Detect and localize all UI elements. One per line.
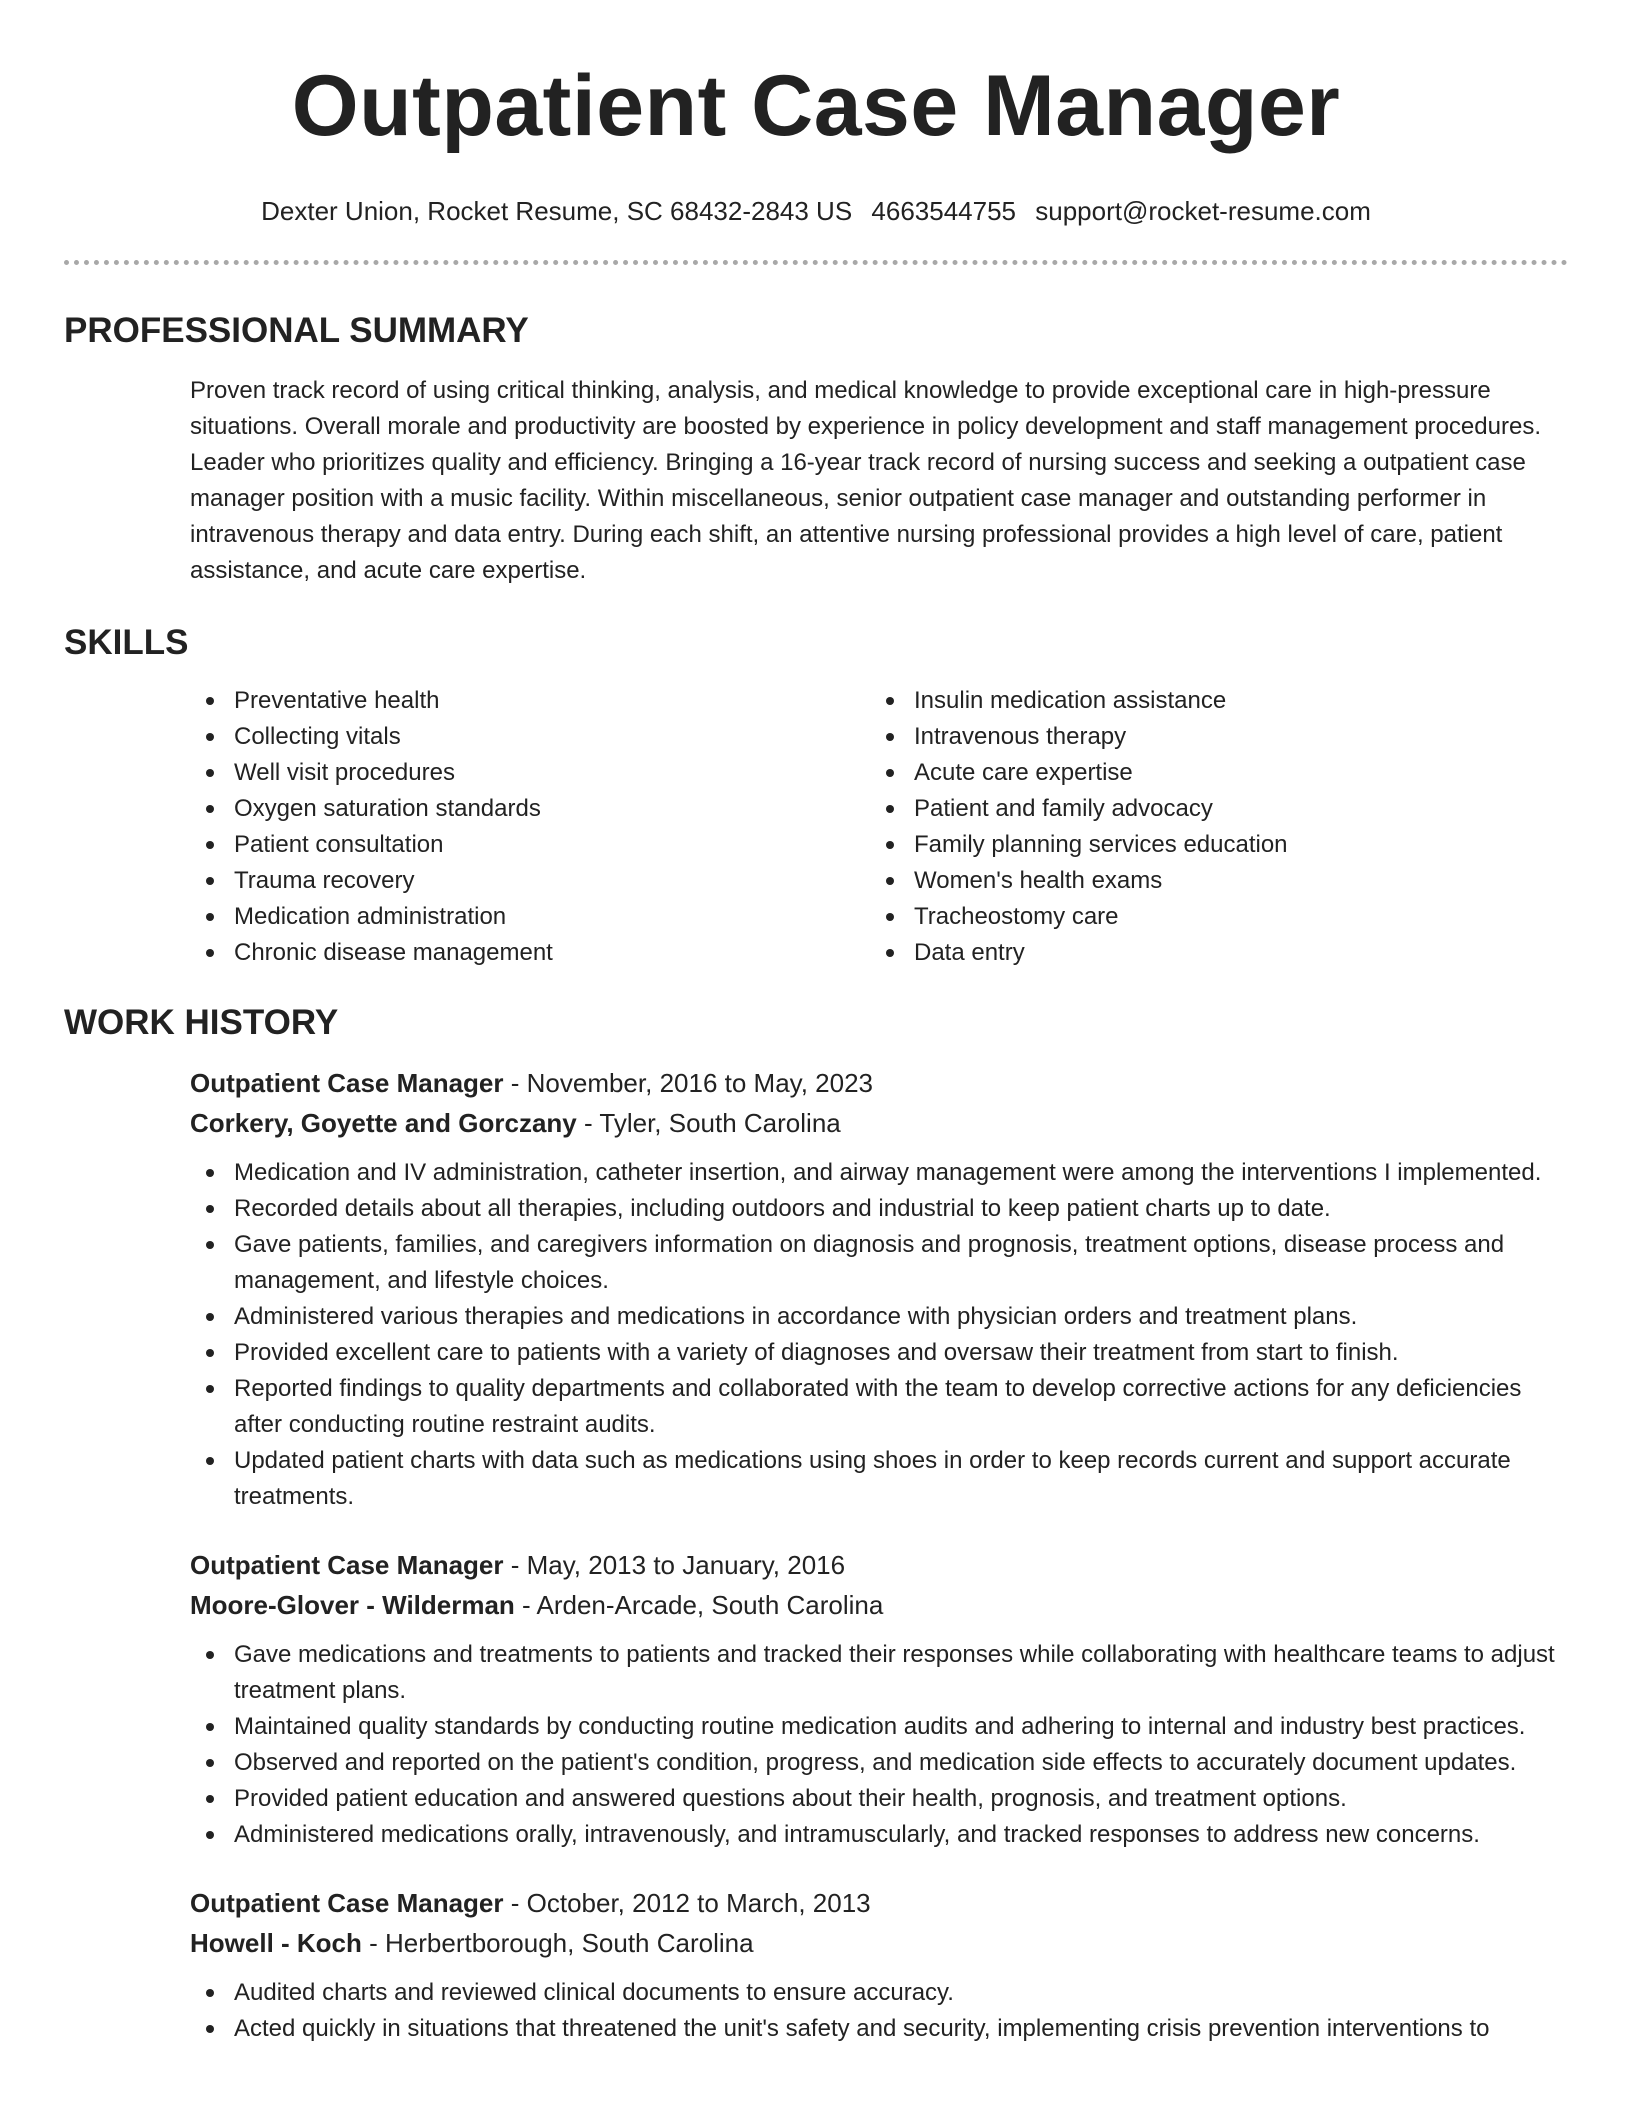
skills-column-left xyxy=(190,683,870,971)
job-duty: Audited charts and reviewed clinical documents to ensure accuracy. xyxy=(190,1975,1568,2011)
job-duty: Observed and reported on the patient's condition, progress, and medication side effects to accurately document updates. xyxy=(190,1745,1568,1781)
skill-item: Preventative health xyxy=(190,683,870,719)
skill-item: Tracheostomy care xyxy=(870,899,1550,935)
job-duty: Reported findings to quality departments and collaborated with the team to develop corrective actions for any deficiencies after conducting routine restraint audits. xyxy=(190,1371,1568,1443)
job-duty: Recorded details about all therapies, including outdoors and industrial to keep patient charts up to date. xyxy=(190,1191,1568,1227)
job-title-line xyxy=(190,1063,1568,1103)
job-title-line xyxy=(190,1883,1568,1923)
job-duty: Provided patient education and answered questions about their health, prognosis, and treatment options. xyxy=(190,1781,1568,1817)
skill-item: Intravenous therapy xyxy=(870,719,1550,755)
job-dates: - May, 2013 to January, 2016 xyxy=(503,1550,846,1580)
contact-email: support@rocket-resume.com xyxy=(1035,196,1371,226)
skill-item: Well visit procedures xyxy=(190,755,870,791)
job-company-line xyxy=(190,1585,1568,1625)
skills-list xyxy=(64,683,1568,971)
resume-title: Outpatient Case Manager xyxy=(291,58,1341,154)
job-company: Moore-Glover - Wilderman xyxy=(190,1590,515,1620)
contact-line xyxy=(64,194,1568,228)
skill-item: Medication administration xyxy=(190,899,870,935)
skill-item: Insulin medication assistance xyxy=(870,683,1550,719)
skill-item: Trauma recovery xyxy=(190,863,870,899)
job-entry xyxy=(64,1545,1568,1853)
job-duties xyxy=(190,1975,1568,2047)
job-duties xyxy=(190,1637,1568,1853)
job-duty: Maintained quality standards by conducting routine medication audits and adhering to internal and industry best practices. xyxy=(190,1709,1568,1745)
job-duty: Gave medications and treatments to patients and tracked their responses while collaborating with healthcare teams to adjust treatment plans. xyxy=(190,1637,1568,1709)
job-location: - Tyler, South Carolina xyxy=(576,1108,841,1138)
skills-column-right xyxy=(870,683,1550,971)
job-duty: Acted quickly in situations that threatened the unit's safety and security, implementing crisis prevention interventions to xyxy=(190,2011,1568,2047)
skill-item: Women's health exams xyxy=(870,863,1550,899)
job-dates: - November, 2016 to May, 2023 xyxy=(503,1068,874,1098)
job-entry xyxy=(64,1883,1568,2047)
contact-address: Dexter Union, Rocket Resume, SC 68432-2843 US xyxy=(261,196,853,226)
job-dates: - October, 2012 to March, 2013 xyxy=(503,1888,871,1918)
job-duty: Updated patient charts with data such as medications using shoes in order to keep records current and support accurate treatments. xyxy=(190,1443,1568,1515)
job-duty: Provided excellent care to patients with a variety of diagnoses and oversaw their treatment from start to finish. xyxy=(190,1335,1568,1371)
job-title: Outpatient Case Manager xyxy=(190,1888,504,1918)
job-company-line xyxy=(190,1103,1568,1143)
skill-item: Family planning services education xyxy=(870,827,1550,863)
job-location: - Arden-Arcade, South Carolina xyxy=(514,1590,884,1620)
summary-text: Proven track record of using critical thinking, analysis, and medical knowledge to provide exceptional care in high-pressure situations. Overall morale and productivity are boosted by experience in policy development and staff management procedures. Leader who prioritizes quality and efficiency. Bringing a 16-year track record of nursing success and seeking a outpatient case manager position with a music facility. Within miscellaneous, senior outpatient case manager and outstanding performer in intravenous therapy and data entry. During each shift, an attentive nursing professional provides a high level of care, patient assistance, and acute care expertise. xyxy=(190,377,1541,584)
contact-phone: 4663544755 xyxy=(871,196,1017,226)
header-divider xyxy=(64,260,1568,265)
skill-item: Data entry xyxy=(870,935,1550,971)
job-entry xyxy=(64,1063,1568,1515)
job-company: Howell - Koch xyxy=(190,1928,362,1958)
work-history-heading: WORK HISTORY xyxy=(64,1003,339,1042)
skill-item: Patient and family advocacy xyxy=(870,791,1550,827)
job-title: Outpatient Case Manager xyxy=(190,1068,504,1098)
job-title: Outpatient Case Manager xyxy=(190,1550,504,1580)
job-duties xyxy=(190,1155,1568,1515)
job-location: - Herbertborough, South Carolina xyxy=(361,1928,754,1958)
job-duty: Administered various therapies and medications in accordance with physician orders and treatment plans. xyxy=(190,1299,1568,1335)
skill-item: Patient consultation xyxy=(190,827,870,863)
skills-heading: SKILLS xyxy=(64,623,189,662)
skill-item: Oxygen saturation standards xyxy=(190,791,870,827)
job-company-line xyxy=(190,1923,1568,1963)
summary-heading: PROFESSIONAL SUMMARY xyxy=(64,311,529,350)
job-duty: Medication and IV administration, catheter insertion, and airway management were among the interventions I implemented. xyxy=(190,1155,1568,1191)
skill-item: Collecting vitals xyxy=(190,719,870,755)
job-company: Corkery, Goyette and Gorczany xyxy=(190,1108,577,1138)
job-duty: Gave patients, families, and caregivers information on diagnosis and prognosis, treatment options, disease process and management, and lifestyle choices. xyxy=(190,1227,1568,1299)
job-title-line xyxy=(190,1545,1568,1585)
job-duty: Administered medications orally, intravenously, and intramuscularly, and tracked responses to address new concerns. xyxy=(190,1817,1568,1853)
summary-section xyxy=(64,373,1568,589)
skill-item: Chronic disease management xyxy=(190,935,870,971)
skill-item: Acute care expertise xyxy=(870,755,1550,791)
